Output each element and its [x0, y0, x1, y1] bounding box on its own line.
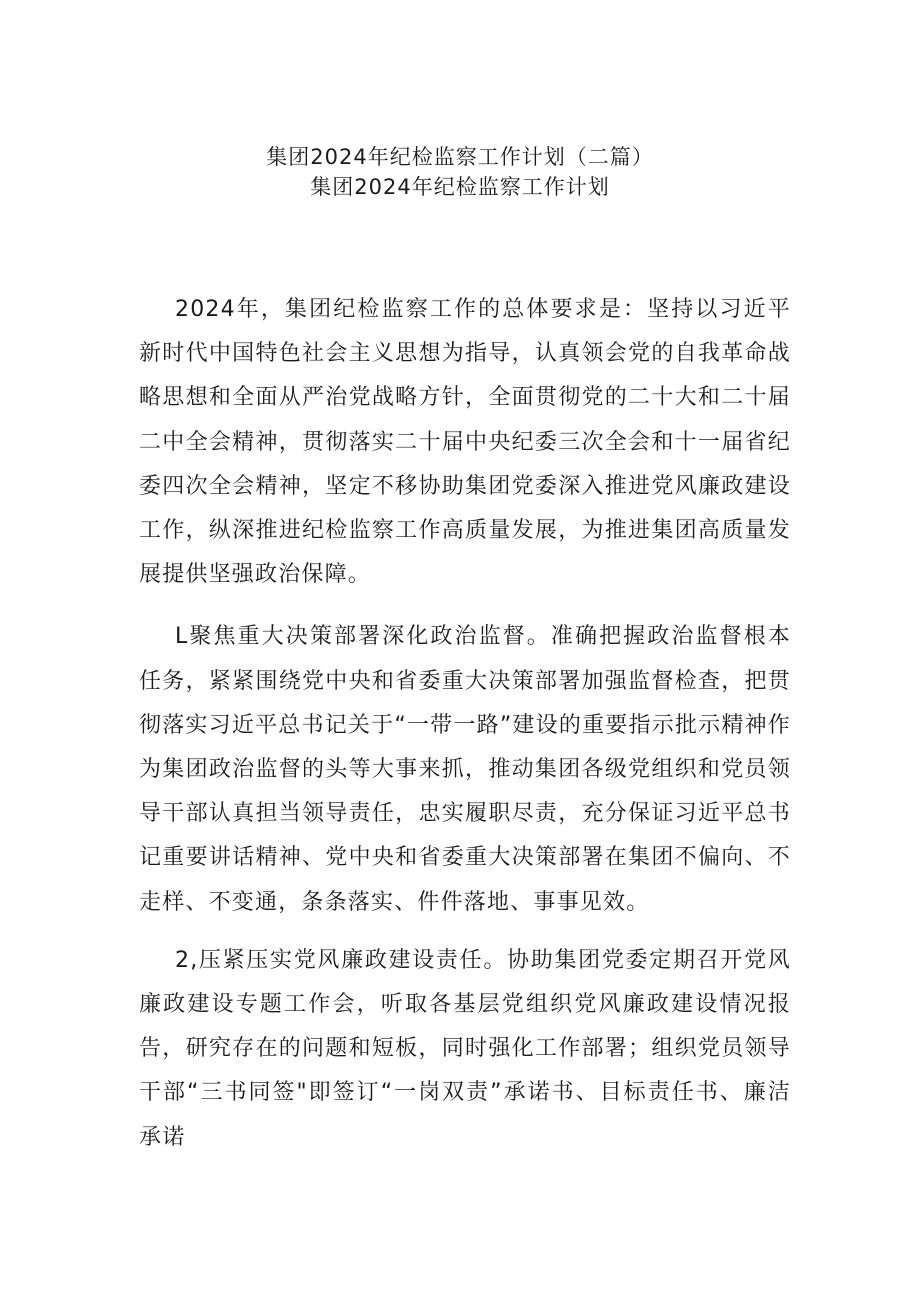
paragraph-political-supervision: L聚焦重大决策部署深化政治监督。准确把握政治监督根本任务，紧紧围绕党中央和省委重大决策部署加强监督检查，把贯彻落实习近平总书记关于“一带一路”建设的重要指示批示精神作为集团政治监督的头等大事来抓，推动集团各级党组织和党员领导干部认真担当领导责任，忠实履职尽责，充分保证习近平总书记重要讲话精神、党中央和省委重大决策部署在集团不偏向、不走样、不变通，条条落实、件件落地、事事见效。	[139, 624, 791, 915]
paragraph-overall-requirements: 2024年，集团纪检监察工作的总体要求是：坚持以习近平新时代中国特色社会主义思想为指导，认真领会党的自我革命战略思想和全面从严治党战略方针，全面贯彻党的二十大和二十届二中全会精神，贯彻落实二十届中央纪委三次全会和十一届省纪委四次全会精神，坚定不移协助集团党委深入推进党风廉政建设工作，纵深推进纪检监察工作高质量发展，为推进集团高质量发展提供坚强政治保障。	[139, 297, 791, 588]
paragraph-integrity-responsibility: 2,压紧压实党风廉政建设责任。协助集团党委定期召开党风廉政建设专题工作会，听取各基层党组织党风廉政建设情况报告，研究存在的问题和短板，同时强化工作部署；组织党员领导干部“三书同签"即签订“一岗双责”承诺书、目标责任书、廉洁承诺	[139, 947, 791, 1150]
document-body	[139, 288, 791, 1174]
title-block	[0, 142, 920, 202]
document-title: 集团2024年纪检监察工作计划（二篇）	[266, 145, 654, 169]
document-subtitle: 集团2024年纪检监察工作计划	[310, 175, 610, 199]
